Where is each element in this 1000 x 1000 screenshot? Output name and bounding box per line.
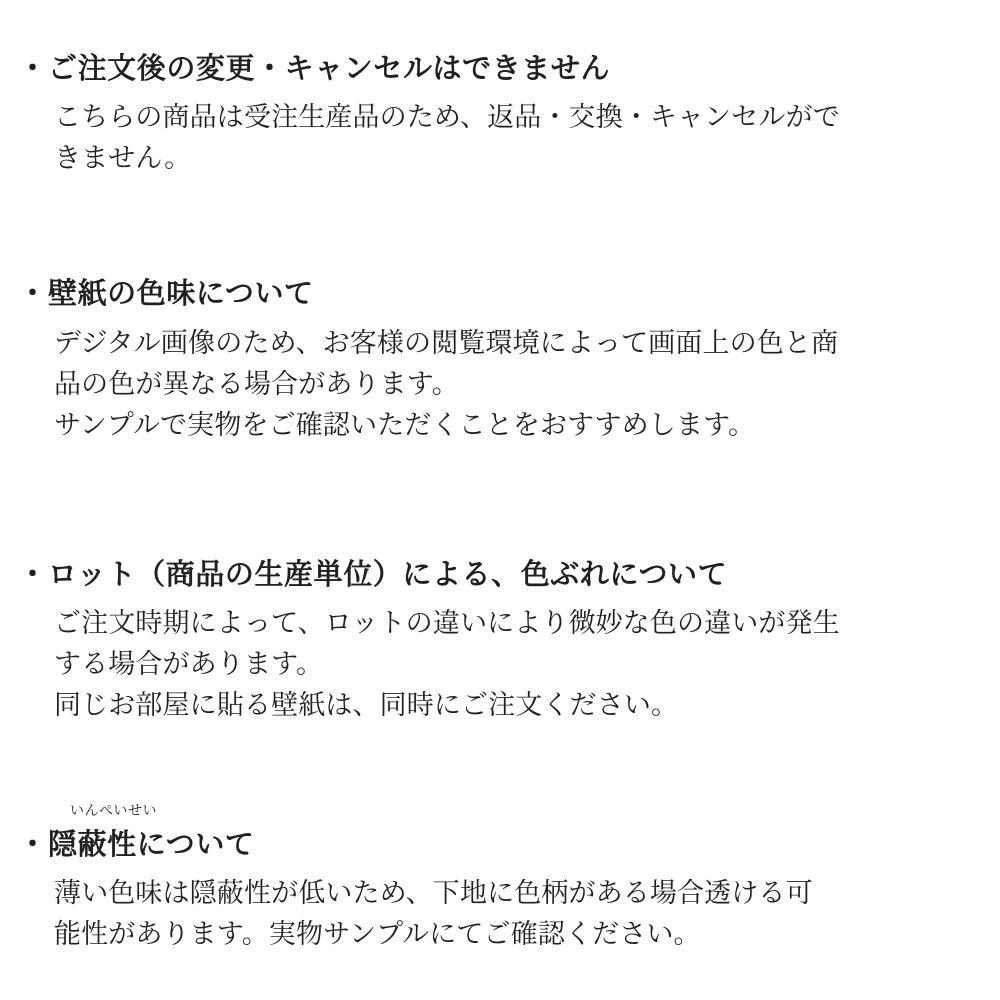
section-heading — [18, 556, 972, 592]
body-line: 薄い色味は隠蔽性が低いため、下地に色柄がある場合透ける可 — [54, 878, 813, 910]
section-heading — [18, 826, 972, 862]
body-line: こちらの商品は受注生産品のため、返品・交換・キャンセルがで — [54, 102, 840, 134]
body-line: 能性があります。実物サンプルにてご確認ください。 — [54, 919, 701, 951]
section-body — [54, 97, 972, 179]
section-lot-color-variation — [18, 556, 972, 726]
ruby-annotation: いんぺいせい — [70, 803, 158, 819]
body-line: きません。 — [54, 143, 192, 175]
body-line: する場合があります。 — [54, 648, 324, 680]
section-heading-text: ご注文後の変更・キャンセルはできません — [48, 51, 611, 85]
section-heading — [18, 275, 972, 311]
section-heading-text: 隠蔽性について — [48, 827, 255, 861]
section-opacity — [18, 803, 972, 955]
bullet-marker: ・ — [18, 556, 48, 591]
body-line: サンプルで実物をご確認いただくことをおすすめします。 — [54, 409, 756, 441]
section-wallpaper-color — [18, 275, 972, 445]
body-line: ご注文時期によって、ロットの違いにより微妙な色の違いが発生 — [54, 607, 840, 639]
body-line: デジタル画像のため、お客様の閲覧環境によって画面上の色と商 — [54, 327, 839, 359]
bullet-marker: ・ — [18, 51, 48, 85]
section-order-change-cancel — [18, 50, 972, 179]
body-line: 同じお部屋に貼る壁紙は、同時にご注文ください。 — [54, 689, 679, 721]
section-body — [54, 323, 972, 446]
body-line: 品の色が異なる場合があります。 — [54, 368, 459, 400]
section-heading-text: 壁紙の色味について — [48, 276, 314, 311]
bullet-marker: ・ — [18, 827, 48, 861]
section-body — [54, 873, 972, 955]
section-body — [54, 603, 972, 726]
section-heading — [18, 50, 972, 86]
section-heading-text: ロット（商品の生産単位）による、色ぶれについて — [48, 556, 728, 591]
bullet-marker: ・ — [18, 276, 48, 311]
